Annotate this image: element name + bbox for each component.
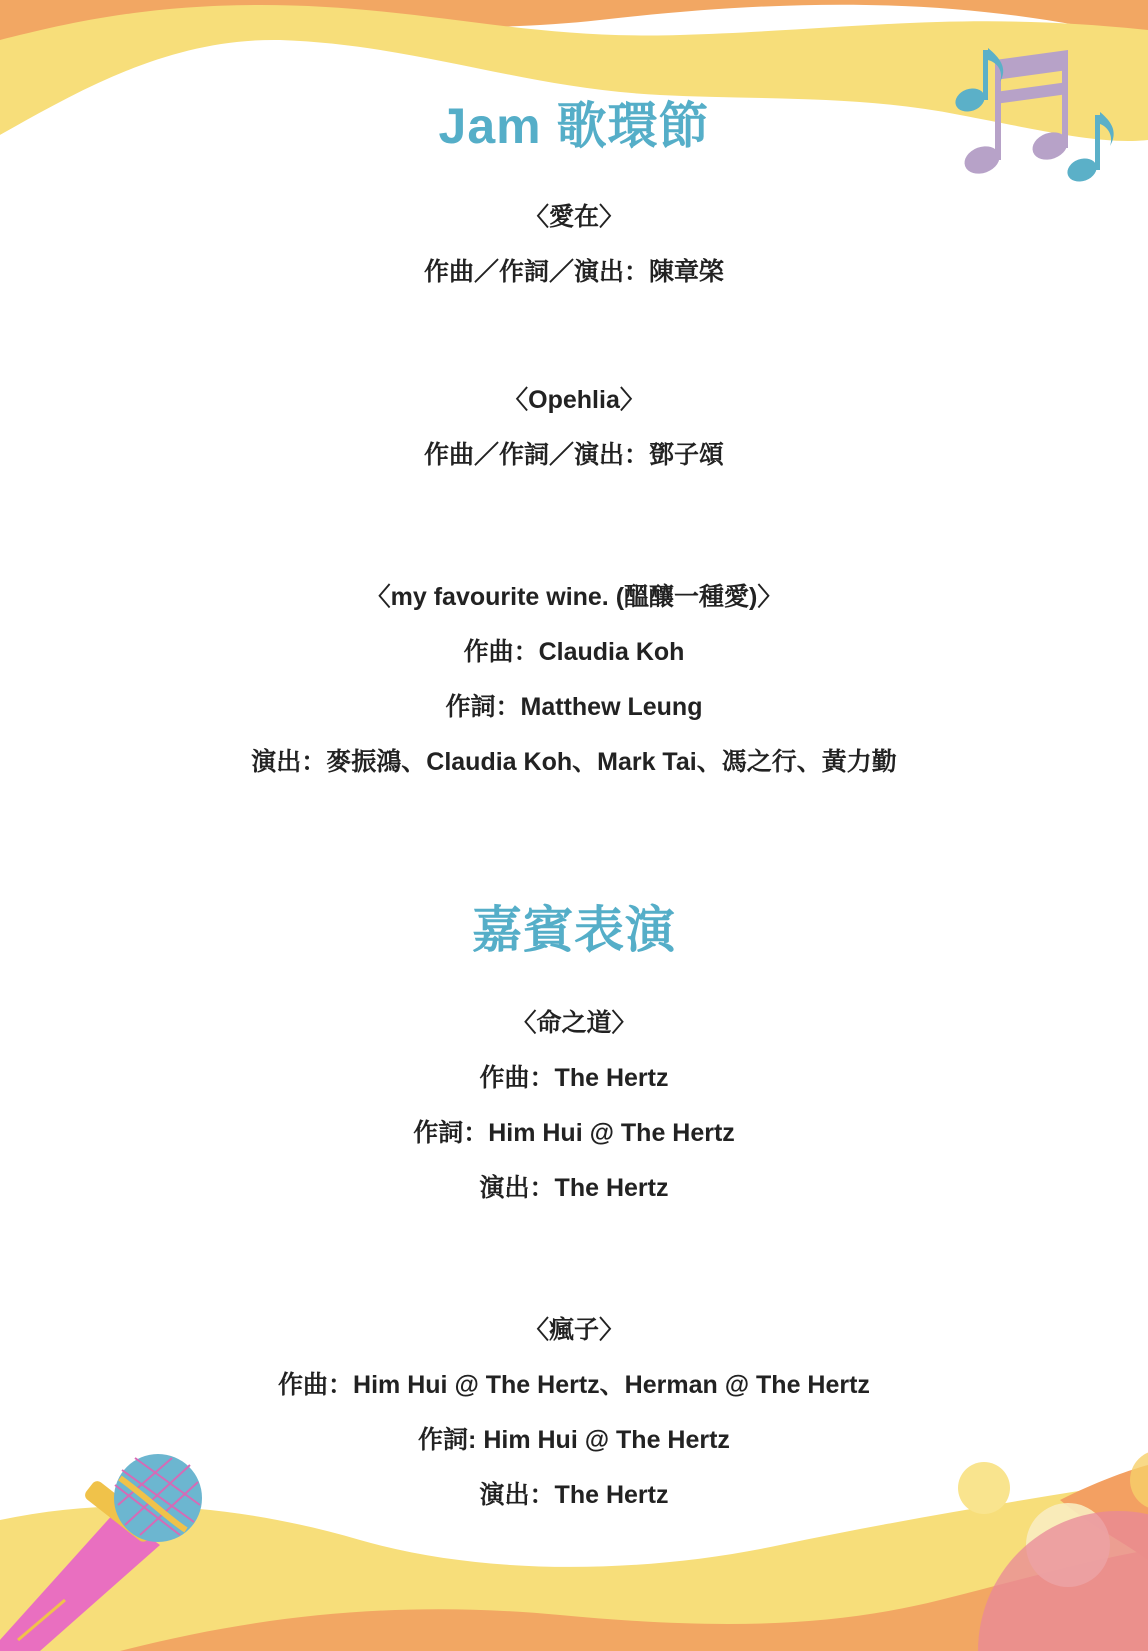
song-credit: 演出：The Hertz <box>479 1481 669 1509</box>
song-title: 〈愛在〉 <box>523 203 624 231</box>
song-credit: 作曲：Him Hui @ The Hertz、Herman @ The Hertz <box>278 1371 870 1399</box>
song-credit: 作詞：Him Hui @ The Hertz <box>413 1119 735 1147</box>
song-credit: 作曲：Claudia Koh <box>463 638 685 666</box>
song-credit: 作曲：The Hertz <box>479 1064 669 1092</box>
song-credit: 作詞: Him Hui @ The Hertz <box>418 1426 730 1454</box>
song-title: 〈Opehlia〉 <box>503 386 645 414</box>
section-heading-guest: 嘉賓表演 <box>472 902 676 958</box>
song-title: 〈瘋子〉 <box>523 1316 624 1344</box>
section-heading-jam: Jam 歌環節 <box>438 98 710 154</box>
song-credit: 作曲／作詞／演出：鄧子頌 <box>423 441 724 469</box>
song-title: 〈my favourite wine. (醞釀一種愛)〉 <box>365 583 783 611</box>
song-title: 〈命之道〉 <box>511 1009 637 1037</box>
song-credit: 作曲／作詞／演出：陳章棨 <box>423 258 724 286</box>
song-credit: 演出：The Hertz <box>479 1174 669 1202</box>
song-credit: 演出：麥振鴻、Claudia Koh、Mark Tai、馮之行、黃力勤 <box>251 748 897 776</box>
song-credit: 作詞：Matthew Leung <box>445 693 703 721</box>
